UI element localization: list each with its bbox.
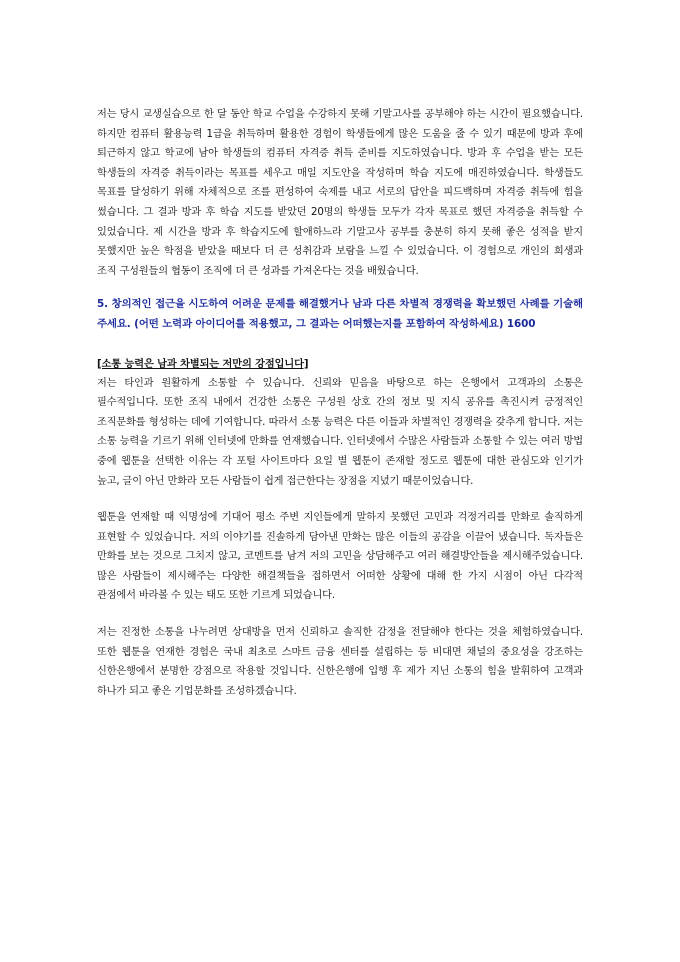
answer-heading: [소통 능력은 남과 차별되는 저만의 강점입니다] (97, 358, 309, 370)
answer-paragraph-3: 저는 진정한 소통을 나누려면 상대방을 먼저 신뢰하고 솔직한 감정을 전달해야 한다는 것을 체험하였습니다. 또한 웹툰을 연재한 경험은 국내 최초로 스마트 금융 센터를 설립하는 등 비대면 채널의 중요성을 강조하는 신한은행에서 분명한 강점으로 작용할 것입니다. 신한은행에 입행 후 제가 지닌 소통의 힘을 발휘하여 고객과 하나가 되고 좋은 기업문화를 조성하겠습니다. (97, 627, 583, 697)
answer-paragraph-1: 저는 타인과 원활하게 소통할 수 있습니다. 신뢰와 믿음을 바탕으로 하는 은행에서 고객과의 소통은 필수적입니다. 또한 조직 내에서 건강한 소통은 구성원 상호 간의 정보 및 지식 공유를 촉진시켜 긍정적인 조직문화를 형성하는 데에 기여합니다. 따라서 소통 능력은 다른 이들과 차별적인 경쟁력을 갖추게 합니다. 저는 소통 능력을 기르기 위해 인터넷에 만화를 연재했습니다. 인터넷에서 수많은 사람들과 소통할 수 있는 여러 방법 중에 웹툰을 선택한 이유는 각 포털 사이트마다 요일 별 웹툰이 존재할 정도로 웹툰에 대한 관심도와 인기가 높고, 글이 아닌 만화라 모든 사람들이 쉽게 접근한다는 장점을 지녔기 때문이었습니다. (97, 377, 583, 487)
intro-paragraph: 저는 당시 교생실습으로 한 달 동안 학교 수업을 수강하지 못해 기말고사를 공부해야 하는 시간이 필요했습니다. 하지만 컴퓨터 활용능력 1급을 취득하며 활용한 경험이 학생들에게 많은 도움을 줄 수 있기 때문에 방과 후에 퇴근하지 않고 학교에 남아 학생들의 컴퓨터 자격증 취득 준비를 지도하였습니다. 방과 후 수업을 받는 모든 학생들의 자격증 취득이라는 목표를 세우고 매일 지도안을 작성하며 학습 지도에 매진하였습니다. 학생들도 목표를 달성하기 위해 자체적으로 조를 편성하여 숙제를 내고 서로의 답안을 피드백하며 자격증 취득에 힘을 썼습니다. 그 결과 방과 후 학습 지도를 받았던 20명의 학생들 모두가 각자 목표로 했던 자격증을 취득할 수 있었습니다. 제 시간을 방과 후 학습지도에 할애하느라 기말고사 공부를 충분히 하지 못해 좋은 성적을 받지 못했지만 높은 학점을 받았을 때보다 더 큰 성취감과 보람을 느낄 수 있었습니다. 이 경험으로 개인의 희생과 조직 구성원들의 협동이 조직에 더 큰 성과를 가져온다는 것을 배웠습니다. (97, 109, 583, 277)
question-prompt: 5. 창의적인 접근을 시도하여 어려운 문제를 해결했거나 남과 다른 차별적 경쟁력을 확보했던 사례를 기술해 주세요. (어떤 노력과 아이디어를 적용했고, 그 결과는 어떠했는지를 포함하여 작성하세요) 1600 (97, 298, 583, 330)
document-page (97, 105, 583, 701)
answer-paragraph-2: 웹툰을 연재할 때 익명성에 기대어 평소 주변 지인들에게 말하지 못했던 고민과 걱정거리를 만화로 솔직하게 표현할 수 있었습니다. 저의 이야기를 진솔하게 담아낸 만화는 많은 이들의 공감을 이끌어 냈습니다. 독자들은 만화를 보는 것으로 그치지 않고, 코멘트를 남겨 저의 고민을 상담해주고 여러 해결방안들을 제시해주었습니다. 많은 사람들이 제시해주는 다양한 해결책들을 접하면서 어떠한 상황에 대해 한 가지 시점이 아닌 다각적 관점에서 바라볼 수 있는 태도 또한 기르게 되었습니다. (97, 512, 583, 602)
